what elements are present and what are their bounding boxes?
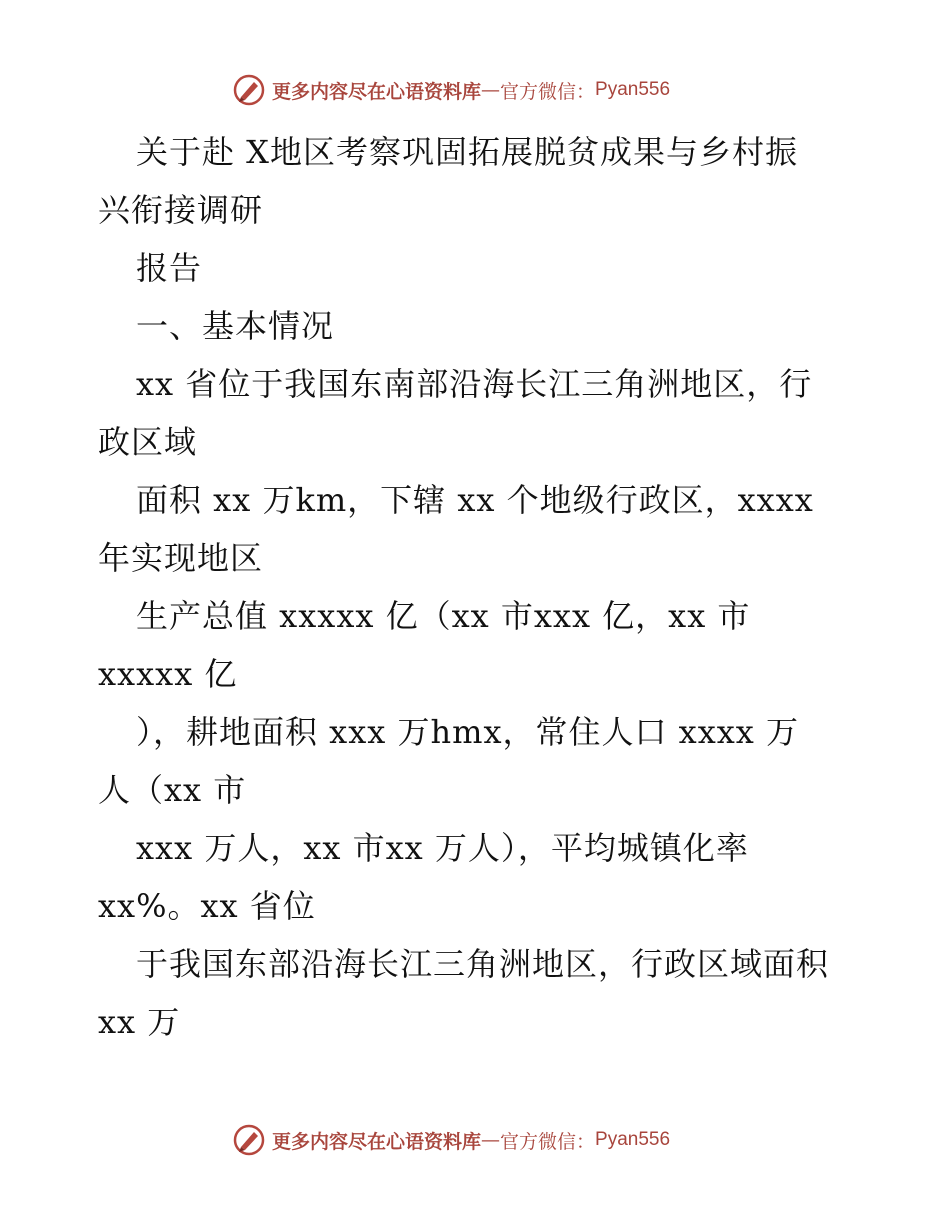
watermark-footer xyxy=(232,1120,670,1160)
text-line: xx 万 xyxy=(98,1003,181,1041)
watermark-header xyxy=(232,70,670,110)
watermark-text: 更多内容尽在心语资料库 xyxy=(272,80,482,103)
pen-logo-icon xyxy=(232,73,266,107)
text-line: xxx 万人，xx 市xx 万人），平均城镇化率 xyxy=(136,829,749,867)
text-line: xxxxx 亿 xyxy=(98,655,238,693)
watermark-text: 更多内容尽在心语资料库 xyxy=(272,1130,482,1153)
text-line: xx 省位于我国东南部沿海长江三角洲地区，行 xyxy=(136,365,813,403)
document-body xyxy=(98,123,858,1051)
watermark-wechat-label: 官方微信： xyxy=(500,1130,596,1153)
watermark-wechat-id: Pyan556 xyxy=(595,1129,671,1150)
text-line: 生产总值 xxxxx 亿（xx 市xxx 亿，xx 市 xyxy=(136,597,751,635)
text-line: 报告 xyxy=(136,249,203,287)
text-line: xx%。xx 省位 xyxy=(98,887,316,925)
section-heading: 一、基本情况 xyxy=(136,307,335,345)
watermark-dash: — xyxy=(481,79,501,101)
pen-logo-icon xyxy=(232,1123,266,1157)
text-line: 政区域 xyxy=(98,423,198,461)
text-line: 兴衔接调研 xyxy=(98,191,264,229)
watermark-dash: — xyxy=(481,1129,501,1151)
watermark-wechat-id: Pyan556 xyxy=(595,79,671,100)
text-line: 关于赴 X地区考察巩固拓展脱贫成果与乡村振 xyxy=(136,133,798,171)
watermark-wechat-label: 官方微信： xyxy=(500,80,596,103)
text-line: 人（xx 市 xyxy=(98,771,247,809)
text-line: ），耕地面积 xxx 万hmx，常住人口 xxxx 万 xyxy=(136,713,800,751)
text-line: 年实现地区 xyxy=(98,539,264,577)
text-line: 面积 xx 万km，下辖 xx 个地级行政区，xxxx xyxy=(136,481,814,519)
text-line: 于我国东部沿海长江三角洲地区，行政区域面积 xyxy=(136,945,830,983)
